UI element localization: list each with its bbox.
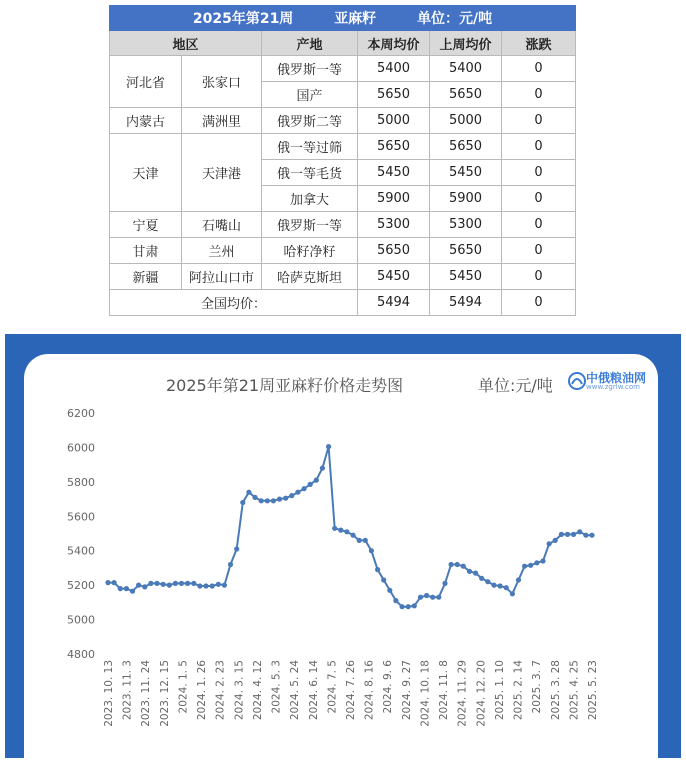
cell-national-label: 全国均价： bbox=[110, 290, 358, 316]
cell-this-week: 5000 bbox=[358, 108, 430, 134]
cell-last-week: 5650 bbox=[430, 134, 502, 160]
data-point bbox=[351, 533, 356, 538]
data-point bbox=[589, 533, 594, 538]
data-point bbox=[479, 576, 484, 581]
data-point bbox=[277, 497, 282, 502]
data-point bbox=[320, 466, 325, 471]
x-tick-label: 2023. 11. 3 bbox=[121, 660, 134, 721]
y-tick-label: 6000 bbox=[67, 441, 95, 455]
chart-unit: 单位:元/吨 bbox=[478, 376, 553, 395]
data-point bbox=[357, 538, 362, 543]
data-point bbox=[449, 562, 454, 567]
data-point bbox=[430, 595, 435, 600]
x-tick-label: 2024. 2. 23 bbox=[214, 660, 227, 721]
data-point bbox=[400, 604, 405, 609]
data-point bbox=[332, 526, 337, 531]
data-point bbox=[369, 548, 374, 553]
y-tick-label: 5400 bbox=[67, 544, 95, 558]
cell-this-week: 5900 bbox=[358, 186, 430, 212]
data-point bbox=[203, 583, 208, 588]
x-tick-label: 2023. 12. 15 bbox=[158, 660, 171, 727]
cell-national-change: 0 bbox=[502, 290, 576, 316]
data-point bbox=[375, 567, 380, 572]
x-tick-label: 2023. 10. 13 bbox=[103, 660, 115, 727]
data-point bbox=[228, 562, 233, 567]
header-region: 地区 bbox=[110, 31, 262, 56]
cell-change: 0 bbox=[502, 238, 576, 264]
x-tick-label: 2024. 7. 5 bbox=[326, 660, 339, 714]
x-tick-label: 2025. 5. 23 bbox=[587, 660, 599, 721]
data-point bbox=[191, 581, 196, 586]
data-point bbox=[338, 528, 343, 533]
table-title-week: 2025年第21周 bbox=[192, 11, 294, 27]
cell-this-week: 5650 bbox=[358, 238, 430, 264]
cell-city: 阿拉山口市 bbox=[182, 264, 262, 290]
data-point bbox=[240, 500, 245, 505]
x-tick-label: 2025. 3. 7 bbox=[531, 660, 544, 714]
cell-last-week: 5900 bbox=[430, 186, 502, 212]
x-tick-label: 2024. 10. 18 bbox=[419, 660, 432, 727]
data-point bbox=[363, 538, 368, 543]
data-point bbox=[528, 563, 533, 568]
cell-change: 0 bbox=[502, 186, 576, 212]
x-tick-label: 2025. 1. 10 bbox=[493, 660, 506, 721]
data-point bbox=[246, 490, 251, 495]
data-point bbox=[516, 577, 521, 582]
data-point bbox=[271, 498, 276, 503]
data-point bbox=[308, 482, 313, 487]
cell-last-week: 5450 bbox=[430, 160, 502, 186]
data-point bbox=[393, 598, 398, 603]
y-tick-label: 5600 bbox=[67, 510, 95, 524]
cell-this-week: 5450 bbox=[358, 264, 430, 290]
cell-change: 0 bbox=[502, 212, 576, 238]
data-point bbox=[283, 496, 288, 501]
data-point bbox=[252, 495, 257, 500]
y-tick-label: 6200 bbox=[67, 407, 95, 420]
cell-city: 天津港 bbox=[182, 134, 262, 212]
data-point bbox=[510, 591, 515, 596]
x-tick-label: 2024. 9. 6 bbox=[382, 660, 395, 714]
data-point bbox=[473, 571, 478, 576]
cell-origin: 国产 bbox=[262, 82, 358, 108]
cell-last-week: 5650 bbox=[430, 82, 502, 108]
cell-city: 满洲里 bbox=[182, 108, 262, 134]
cell-last-week: 5000 bbox=[430, 108, 502, 134]
data-point bbox=[265, 498, 270, 503]
data-point bbox=[381, 577, 386, 582]
data-point bbox=[540, 558, 545, 563]
data-point bbox=[498, 583, 503, 588]
x-tick-label: 2024. 11. 29 bbox=[456, 660, 469, 727]
data-point bbox=[387, 588, 392, 593]
x-tick-label: 2024. 1. 26 bbox=[196, 660, 209, 721]
data-point bbox=[534, 560, 539, 565]
data-point bbox=[522, 564, 527, 569]
data-point bbox=[547, 541, 552, 546]
data-point bbox=[577, 529, 582, 534]
data-point bbox=[571, 532, 576, 537]
cell-last-week: 5450 bbox=[430, 264, 502, 290]
data-point bbox=[418, 595, 423, 600]
cell-this-week: 5400 bbox=[358, 56, 430, 82]
cell-last-week: 5650 bbox=[430, 238, 502, 264]
logo-text: 中俄粮油网 bbox=[586, 371, 647, 385]
cell-city: 石嘴山 bbox=[182, 212, 262, 238]
x-tick-label: 2024. 6. 14 bbox=[307, 660, 320, 721]
table-title-unit: 单位：元/吨 bbox=[417, 11, 493, 27]
data-point bbox=[148, 581, 153, 586]
cell-this-week: 5650 bbox=[358, 134, 430, 160]
data-point bbox=[302, 486, 307, 491]
cell-province: 宁夏 bbox=[110, 212, 182, 238]
cell-province: 新疆 bbox=[110, 264, 182, 290]
data-point bbox=[583, 533, 588, 538]
data-point bbox=[130, 589, 135, 594]
data-point bbox=[222, 583, 227, 588]
table-title-product: 亚麻籽 bbox=[334, 11, 377, 27]
x-tick-label: 2025. 2. 14 bbox=[512, 660, 525, 721]
data-point bbox=[210, 583, 215, 588]
x-tick-label: 2024. 8. 16 bbox=[363, 660, 376, 721]
x-tick-label: 2024. 5. 24 bbox=[289, 660, 302, 721]
x-tick-label: 2024. 4. 12 bbox=[251, 660, 264, 721]
data-point bbox=[442, 581, 447, 586]
header-this-week: 本周均价 bbox=[358, 31, 430, 56]
cell-change: 0 bbox=[502, 160, 576, 186]
data-point bbox=[565, 532, 570, 537]
x-tick-label: 2025. 3. 28 bbox=[549, 660, 562, 721]
data-point bbox=[406, 604, 411, 609]
cell-national-last-week: 5494 bbox=[430, 290, 502, 316]
data-point bbox=[485, 579, 490, 584]
cell-origin: 俄一等毛货 bbox=[262, 160, 358, 186]
data-point bbox=[344, 529, 349, 534]
cell-origin: 加拿大 bbox=[262, 186, 358, 212]
cell-change: 0 bbox=[502, 108, 576, 134]
data-point bbox=[185, 581, 190, 586]
cell-change: 0 bbox=[502, 82, 576, 108]
cell-province: 天津 bbox=[110, 134, 182, 212]
cell-city: 张家口 bbox=[182, 56, 262, 108]
x-tick-label: 2023. 11. 24 bbox=[140, 660, 153, 727]
data-point bbox=[234, 546, 239, 551]
x-tick-label: 2024. 7. 26 bbox=[345, 660, 357, 721]
cell-city: 兰州 bbox=[182, 238, 262, 264]
cell-origin: 俄罗斯一等 bbox=[262, 212, 358, 238]
cell-province: 河北省 bbox=[110, 56, 182, 108]
cell-province: 甘肃 bbox=[110, 238, 182, 264]
y-tick-label: 5000 bbox=[67, 613, 95, 627]
header-origin: 产地 bbox=[262, 31, 358, 56]
logo-subtext: www.zgrlw.com bbox=[586, 383, 640, 391]
data-point bbox=[326, 444, 331, 449]
cell-province: 内蒙古 bbox=[110, 108, 182, 134]
cell-national-this-week: 5494 bbox=[358, 290, 430, 316]
cell-this-week: 5300 bbox=[358, 212, 430, 238]
header-last-week: 上周均价 bbox=[430, 31, 502, 56]
x-tick-label: 2024. 11. 8 bbox=[438, 660, 451, 721]
data-point bbox=[179, 581, 184, 586]
data-point bbox=[161, 582, 166, 587]
data-point bbox=[491, 583, 496, 588]
data-point bbox=[424, 593, 429, 598]
y-tick-label: 4800 bbox=[67, 648, 95, 661]
data-point bbox=[314, 478, 319, 483]
y-tick-label: 5200 bbox=[67, 579, 95, 593]
cell-last-week: 5300 bbox=[430, 212, 502, 238]
data-point bbox=[553, 538, 558, 543]
cell-origin: 俄一等过筛 bbox=[262, 134, 358, 160]
x-tick-label: 2024. 12. 20 bbox=[475, 660, 488, 727]
chart-title: 2025年第21周亚麻籽价格走势图 bbox=[166, 376, 404, 395]
data-point bbox=[136, 583, 141, 588]
data-point bbox=[216, 582, 221, 587]
cell-origin: 俄罗斯一等 bbox=[262, 56, 358, 82]
data-point bbox=[173, 581, 178, 586]
data-point bbox=[455, 562, 460, 567]
x-tick-label: 2025. 4. 25 bbox=[568, 660, 581, 721]
data-point bbox=[167, 583, 172, 588]
y-tick-label: 5800 bbox=[67, 475, 95, 489]
header-change: 涨跌 bbox=[502, 31, 576, 56]
cell-this-week: 5650 bbox=[358, 82, 430, 108]
data-point bbox=[412, 603, 417, 608]
data-point bbox=[295, 490, 300, 495]
data-point bbox=[559, 532, 564, 537]
data-point bbox=[154, 581, 159, 586]
data-point bbox=[124, 586, 129, 591]
data-point bbox=[118, 586, 123, 591]
data-point bbox=[289, 493, 294, 498]
cell-this-week: 5450 bbox=[358, 160, 430, 186]
cell-origin: 哈籽净籽 bbox=[262, 238, 358, 264]
data-point bbox=[504, 585, 509, 590]
cell-change: 0 bbox=[502, 56, 576, 82]
data-point bbox=[112, 580, 117, 585]
cell-last-week: 5400 bbox=[430, 56, 502, 82]
x-tick-label: 2024. 5. 3 bbox=[270, 660, 283, 714]
cell-origin: 俄罗斯二等 bbox=[262, 108, 358, 134]
data-point bbox=[259, 498, 264, 503]
cell-change: 0 bbox=[502, 264, 576, 290]
data-point bbox=[461, 564, 466, 569]
data-point bbox=[197, 583, 202, 588]
data-point bbox=[467, 569, 472, 574]
data-point bbox=[436, 595, 441, 600]
cell-origin: 哈萨克斯坦 bbox=[262, 264, 358, 290]
x-tick-label: 2024. 1. 5 bbox=[177, 660, 190, 714]
x-tick-label: 2024. 9. 27 bbox=[400, 660, 413, 721]
data-point bbox=[142, 584, 147, 589]
cell-change: 0 bbox=[502, 134, 576, 160]
data-point bbox=[105, 580, 110, 585]
x-tick-label: 2024. 3. 15 bbox=[233, 660, 246, 721]
